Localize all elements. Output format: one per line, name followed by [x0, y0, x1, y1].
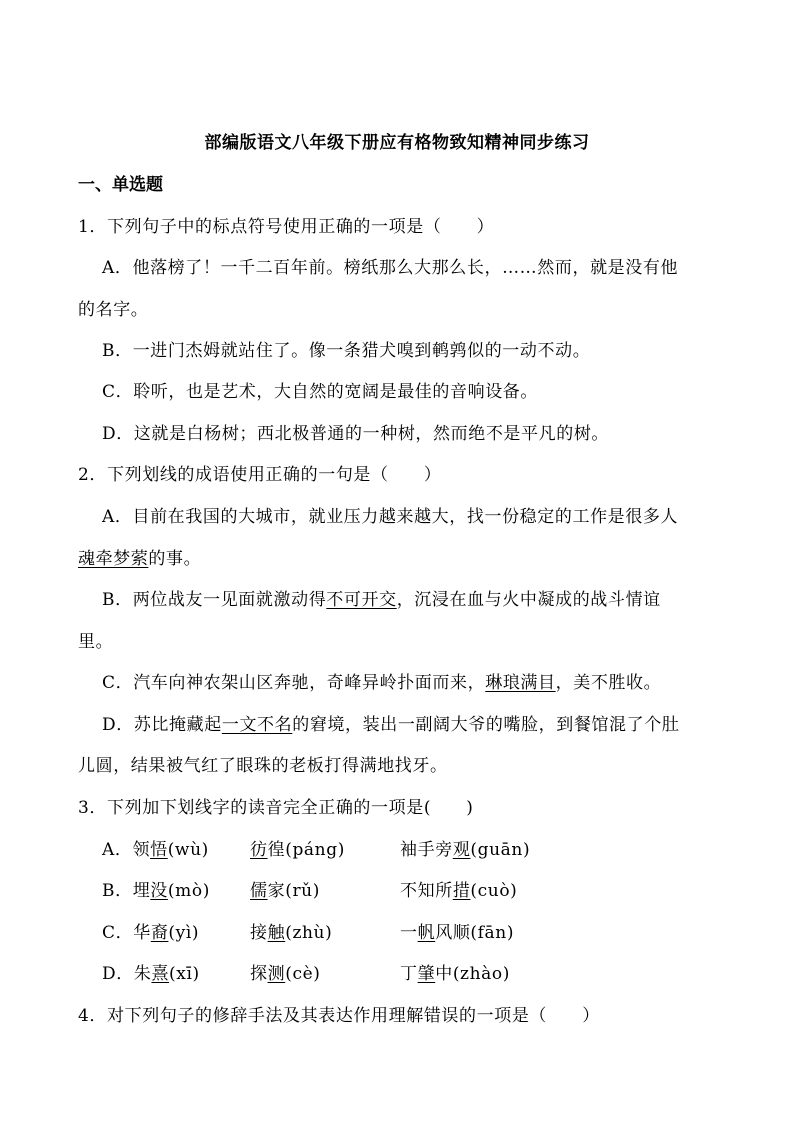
- question-4-stem: 4．对下列句子的修辞手法及其表达作用理解错误的一项是（ ）: [78, 1006, 600, 1026]
- question-1-option-c: C．聆听，也是艺术，大自然的宽阔是最佳的音响设备。: [102, 382, 539, 402]
- question-1-option-d: D．这就是白杨树；西北极普通的一种树，然而绝不是平凡的树。: [102, 424, 610, 444]
- question-1-stem: 1．下列句子中的标点符号使用正确的一项是（ ）: [78, 217, 495, 237]
- question-2-option-d-cont: 儿圆，结果被气红了眼珠的老板打得满地找牙。: [78, 756, 448, 776]
- question-1-option-a: A．他落榜了！一千二百年前。榜纸那么大那么长，……然而，就是没有他: [102, 258, 679, 278]
- question-1-option-b: B．一进门杰姆就站住了。像一条猎犬嗅到鹌鹑似的一动不动。: [102, 341, 591, 361]
- question-3-option-c: C．华裔(yì) 接触(zhù) 一帆风顺(fān): [102, 923, 515, 943]
- question-3-option-d: D．朱熹(xī) 探测(cè) 丁肇中(zhào): [102, 964, 510, 984]
- underlined-idiom: 魂牵梦萦: [78, 549, 149, 569]
- question-2-option-a-cont: 魂牵梦萦的事。: [78, 549, 202, 569]
- question-1-option-a-cont: 的名字。: [78, 300, 149, 320]
- question-2-option-b-cont: 里。: [78, 632, 114, 652]
- underlined-idiom: 一文不名: [221, 715, 293, 735]
- question-3-stem: 3．下列加下划线字的读音完全正确的一项是( ): [78, 798, 474, 818]
- question-2-option-d: D．苏比掩藏起一文不名的窘境，装出一副阔大爷的嘴脸，到餐馆混了个肚: [102, 715, 680, 735]
- section-heading: 一、单选题: [78, 175, 163, 195]
- underlined-idiom: 琳琅满目: [485, 673, 556, 693]
- underlined-idiom: 不可开交: [326, 590, 397, 610]
- question-3-option-a: A．领悟(wù) 彷徨(páng) 袖手旁观(guān): [102, 840, 531, 860]
- question-2-stem: 2．下列划线的成语使用正确的一句是（ ）: [78, 465, 442, 485]
- question-2-option-c: C．汽车向神农架山区奔驰，奇峰异岭扑面而来，琳琅满目，美不胜收。: [102, 673, 662, 693]
- page-title: 部编版语文八年级下册应有格物致知精神同步练习: [204, 133, 590, 153]
- question-2-option-b: B．两位战友一见面就激动得不可开交，沉浸在血与火中凝成的战斗情谊: [102, 590, 661, 610]
- question-3-option-b: B．埋没(mò) 儒家(rǔ) 不知所措(cuò): [102, 881, 518, 901]
- question-2-option-a: A．目前在我国的大城市，就业压力越来越大，找一份稳定的工作是很多人: [102, 507, 679, 527]
